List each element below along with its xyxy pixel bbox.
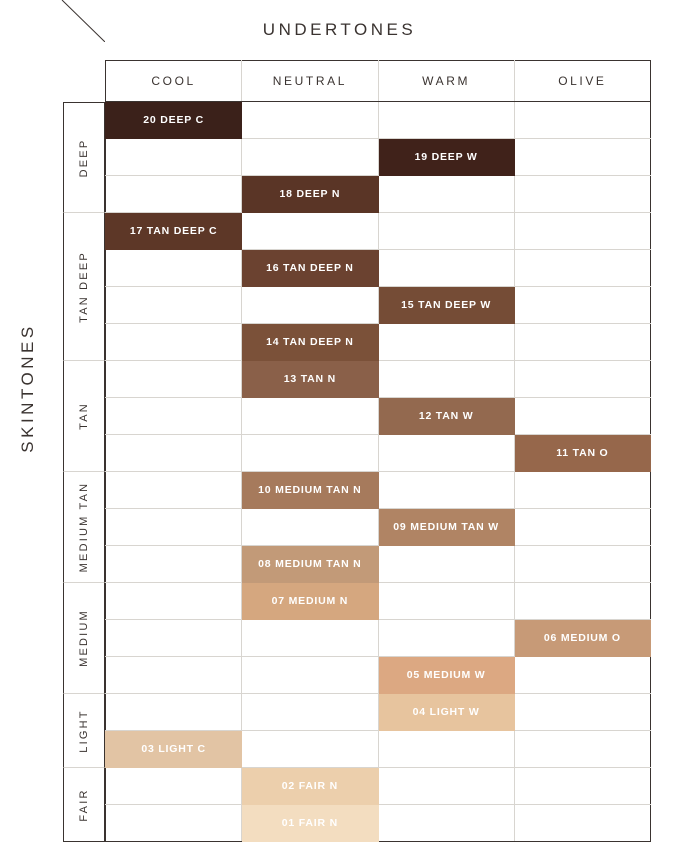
- chart-title-skintones: SKINTONES: [18, 323, 37, 453]
- skintone-group-deep: [63, 102, 105, 213]
- skintone-group-light: [63, 694, 105, 768]
- empty-cell: [378, 731, 514, 768]
- empty-cell: [514, 250, 650, 287]
- empty-cell: [106, 398, 242, 435]
- shade-swatch[interactable]: [378, 139, 514, 176]
- shade-swatch[interactable]: [242, 176, 378, 213]
- skintone-group-label: MEDIUM: [78, 609, 90, 667]
- matrix-row: [106, 657, 651, 694]
- matrix-row: [106, 509, 651, 546]
- matrix-row: [106, 435, 651, 472]
- empty-cell: [514, 139, 650, 176]
- empty-cell: [378, 620, 514, 657]
- empty-cell: [242, 657, 378, 694]
- empty-cell: [106, 768, 242, 805]
- empty-cell: [378, 213, 514, 250]
- empty-cell: [514, 768, 650, 805]
- shade-label: 12 TAN W: [418, 410, 474, 422]
- empty-cell: [514, 213, 650, 250]
- matrix-row: [106, 472, 651, 509]
- shade-swatch[interactable]: [106, 731, 242, 768]
- matrix-grid: [105, 60, 651, 829]
- shade-label: 18 DEEP N: [279, 188, 341, 200]
- shade-label: 20 DEEP C: [143, 114, 204, 126]
- empty-cell: [106, 435, 242, 472]
- matrix-row: [106, 694, 651, 731]
- shade-label: 16 TAN DEEP N: [266, 262, 354, 274]
- shade-label: 19 DEEP W: [414, 151, 478, 163]
- matrix-row: [106, 250, 651, 287]
- empty-cell: [378, 768, 514, 805]
- shade-swatch[interactable]: [378, 657, 514, 694]
- empty-cell: [106, 546, 242, 583]
- skintone-group-label: LIGHT: [78, 708, 90, 753]
- matrix-row: [106, 139, 651, 176]
- shade-swatch[interactable]: [242, 546, 378, 583]
- empty-cell: [378, 324, 514, 361]
- shade-label: 10 MEDIUM TAN N: [258, 484, 362, 496]
- shade-label: 07 MEDIUM N: [271, 595, 349, 607]
- shade-label: 14 TAN DEEP N: [266, 336, 354, 348]
- shade-swatch[interactable]: [242, 250, 378, 287]
- empty-cell: [514, 583, 650, 620]
- empty-cell: [106, 583, 242, 620]
- empty-cell: [514, 731, 650, 768]
- shade-label: 15 TAN DEEP W: [401, 299, 492, 311]
- empty-cell: [378, 583, 514, 620]
- shade-label: 04 LIGHT W: [412, 706, 480, 718]
- empty-cell: [514, 176, 650, 213]
- empty-cell: [242, 620, 378, 657]
- empty-cell: [514, 657, 650, 694]
- empty-cell: [106, 361, 242, 398]
- empty-cell: [242, 509, 378, 546]
- empty-cell: [106, 176, 242, 213]
- matrix-row: [106, 805, 651, 842]
- empty-cell: [242, 694, 378, 731]
- empty-cell: [242, 102, 378, 139]
- shade-label: 09 MEDIUM TAN W: [393, 521, 499, 533]
- empty-cell: [106, 657, 242, 694]
- shade-label: 08 MEDIUM TAN N: [258, 558, 362, 570]
- empty-cell: [378, 361, 514, 398]
- empty-cell: [242, 398, 378, 435]
- empty-cell: [242, 287, 378, 324]
- matrix-body: [106, 102, 651, 842]
- empty-cell: [378, 472, 514, 509]
- shade-swatch[interactable]: [378, 509, 514, 546]
- shade-matrix-table: [105, 60, 651, 842]
- shade-label: 02 FAIR N: [281, 780, 338, 792]
- empty-cell: [514, 398, 650, 435]
- shade-swatch[interactable]: [514, 620, 650, 657]
- corner-diagonal: [43, 0, 105, 42]
- matrix-row: [106, 287, 651, 324]
- matrix-row: [106, 583, 651, 620]
- skintone-axis: [63, 102, 105, 824]
- skintone-group-label: FAIR: [78, 787, 90, 822]
- shade-swatch[interactable]: [242, 472, 378, 509]
- empty-cell: [106, 472, 242, 509]
- empty-cell: [242, 435, 378, 472]
- shade-swatch[interactable]: [242, 324, 378, 361]
- matrix-row: [106, 176, 651, 213]
- shade-swatch[interactable]: [378, 398, 514, 435]
- matrix-row: [106, 213, 651, 250]
- matrix-row: [106, 102, 651, 139]
- column-header-neutral: NEUTRAL: [242, 61, 378, 102]
- empty-cell: [106, 620, 242, 657]
- shade-swatch[interactable]: [242, 583, 378, 620]
- matrix-row: [106, 620, 651, 657]
- empty-cell: [514, 805, 650, 842]
- shade-label: 06 MEDIUM O: [543, 632, 621, 644]
- matrix-row: [106, 546, 651, 583]
- skintone-group-label: TAN: [78, 402, 90, 430]
- empty-cell: [242, 139, 378, 176]
- shade-label: 17 TAN DEEP C: [129, 225, 218, 237]
- skintone-group-label: TAN DEEP: [78, 250, 90, 323]
- shade-swatch[interactable]: [242, 768, 378, 805]
- empty-cell: [514, 694, 650, 731]
- shade-swatch[interactable]: [378, 287, 514, 324]
- skintone-group-fair: [63, 768, 105, 842]
- chart-title-undertones: UNDERTONES: [262, 20, 417, 39]
- empty-cell: [242, 213, 378, 250]
- matrix-row: [106, 768, 651, 805]
- empty-cell: [514, 509, 650, 546]
- matrix-row: [106, 324, 651, 361]
- empty-cell: [106, 324, 242, 361]
- empty-cell: [106, 694, 242, 731]
- skintone-group-tan: [63, 361, 105, 472]
- empty-cell: [106, 509, 242, 546]
- empty-cell: [378, 805, 514, 842]
- empty-cell: [106, 250, 242, 287]
- empty-cell: [378, 435, 514, 472]
- skintone-group-medium-tan: [63, 472, 105, 583]
- shade-label: 13 TAN N: [283, 373, 337, 385]
- empty-cell: [106, 805, 242, 842]
- skintone-group-label: DEEP: [78, 138, 90, 177]
- matrix-row: [106, 361, 651, 398]
- shade-swatch[interactable]: [106, 213, 242, 250]
- column-header-olive: OLIVE: [514, 61, 650, 102]
- empty-cell: [514, 287, 650, 324]
- empty-cell: [378, 176, 514, 213]
- empty-cell: [378, 102, 514, 139]
- shade-label: 11 TAN O: [556, 447, 609, 459]
- header-row: [106, 61, 651, 102]
- column-header-warm: WARM: [378, 61, 514, 102]
- shade-label: 05 MEDIUM W: [406, 669, 486, 681]
- column-header-cool: COOL: [106, 61, 242, 102]
- shade-swatch[interactable]: [106, 102, 242, 139]
- skintone-group-tan-deep: [63, 213, 105, 361]
- shade-swatch[interactable]: [242, 361, 378, 398]
- empty-cell: [378, 546, 514, 583]
- empty-cell: [514, 472, 650, 509]
- empty-cell: [106, 139, 242, 176]
- empty-cell: [514, 324, 650, 361]
- shade-label: 03 LIGHT C: [141, 743, 206, 755]
- shade-swatch[interactable]: [514, 435, 650, 472]
- shade-swatch[interactable]: [378, 694, 514, 731]
- empty-cell: [514, 102, 650, 139]
- skintone-group-label: MEDIUM TAN: [78, 481, 90, 573]
- matrix-row: [106, 398, 651, 435]
- empty-cell: [514, 546, 650, 583]
- empty-cell: [378, 250, 514, 287]
- matrix-row: [106, 731, 651, 768]
- empty-cell: [242, 731, 378, 768]
- empty-cell: [514, 361, 650, 398]
- matrix-header: [106, 61, 651, 102]
- empty-cell: [106, 287, 242, 324]
- skintone-group-medium: [63, 583, 105, 694]
- shade-label: 01 FAIR N: [281, 817, 338, 829]
- shade-swatch[interactable]: [242, 805, 378, 842]
